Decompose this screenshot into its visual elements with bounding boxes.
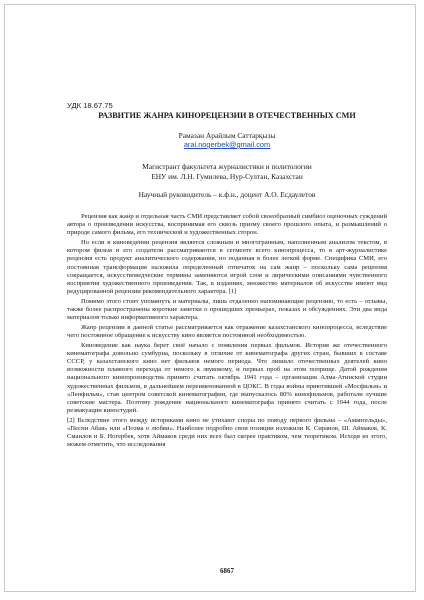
paragraph-4: Жанр рецензии в данной статье рассматривается как отражение казахстанского кинопроцесса, вследствие чего постоянное обращение к искусству кино является постоянной необходимостью. bbox=[67, 323, 387, 339]
article-title: РАЗВИТИЕ ЖАНРА КИНОРЕЦЕНЗИИ В ОТЕЧЕСТВЕННЫХ СМИ bbox=[98, 111, 356, 120]
paragraph-6: [2] Вследствие этого между историками кино не утихают споры по поводу первого фильма – «Амангельды», «Песни Абая» или «Поэма о любви». Наиболее подробно свои позиции изложили К. Сиранов, Ш. Аймаков, К. Смаилов и Б. Ногербек, хотя Аймаков среди них всех был скорее практиком, чем теоретиком. Исходя из этого, можем отметить, что исследования bbox=[67, 416, 387, 449]
paragraph-2: Но если в киноведении рецензия является сложным и многогранным, наполненным анализом текстом, в котором фильм и его создатели рассматриваются в сегменте всего кинопроцесса, то в арт-журналистике рецензия есть продукт аналитического содержания, но поданная в более легкой форме. Специфика СМИ, его постоянная трансформация наложила определенный отпечаток на сам жанр – поскольку сама рецензия сокращается, искусствоведческие термины заменяются игрой слов и лирическими описаниями чувственного восприятия художественного произведения. Так, в изданиях, множество материалов об искусстве имеют вид редуцированной рецензии рекомендательного характера. [1] bbox=[67, 239, 387, 295]
paragraph-5: Киноведение как наука берет своё начало с появления первых фильмов. История же отечественного кинематографа довольно сумбурна, поскольку в отличие от кинематографа других стран, бывших в составе СССР, у казахстанского кино нет фильмов немого периода. Что лишило отечественных деятелей кино возможности плавного перехода от немого к звуковому, и первых проб на этом поприще. Датой рождения национального кинопроизводства принято считать октябрь 1941 года – организация Алма-Атинской студии художественных фильмов, в дальнейшем переименованной в ЦОКС. В годы войны приютившей «Мосфильм» и «Ленфильм», став центром советской кинематографии, где выпускалось 80% кинофильмов, работали лучшие советские мастера. Поэтому рождение национального кинематографа принято считать с 1944 года, после реэвакуации киностудий. bbox=[67, 341, 387, 414]
supervisor: Научный руководитель – к.ф.н., доцент А.О. Есдаулетов bbox=[138, 190, 316, 199]
author-name: Рамазан Арайлым Саттарқызы bbox=[178, 131, 276, 140]
email-link[interactable]: arai.nogerbek@gmail.com bbox=[183, 140, 271, 149]
affiliation-line-2: ЕНУ им. Л.Н. Гумилева, Нур-Султан, Казахстан bbox=[151, 172, 303, 181]
article-body bbox=[67, 213, 387, 451]
affiliation bbox=[67, 162, 387, 182]
paragraph-3: Помимо этого стоит упомянуть и материалы, лишь отдаленно напоминающие рецензию, то есть – отзывы, также более распространены короткие заметки о прошедших премьерах, показах и обсуждениях. Эти два вида материалов только информативного характера. bbox=[67, 297, 387, 322]
paragraph-1: Рецензия как жанр и отдельная часть СМИ представляет собой своеобразный симбиоз оценочных суждений автора о произведении искусства, воспринимая его сквозь призму своего прошлого опыта, и размышлений о природе самого фильма, его технической и художественных сторон. bbox=[67, 213, 387, 237]
document-page bbox=[4, 4, 416, 592]
page-number: 6867 bbox=[220, 567, 234, 575]
author-email bbox=[67, 140, 387, 149]
udk-code: УДК 18.67.75 bbox=[67, 101, 113, 110]
affiliation-line-1: Магистрант факультета журналистики и политологии bbox=[142, 162, 312, 171]
